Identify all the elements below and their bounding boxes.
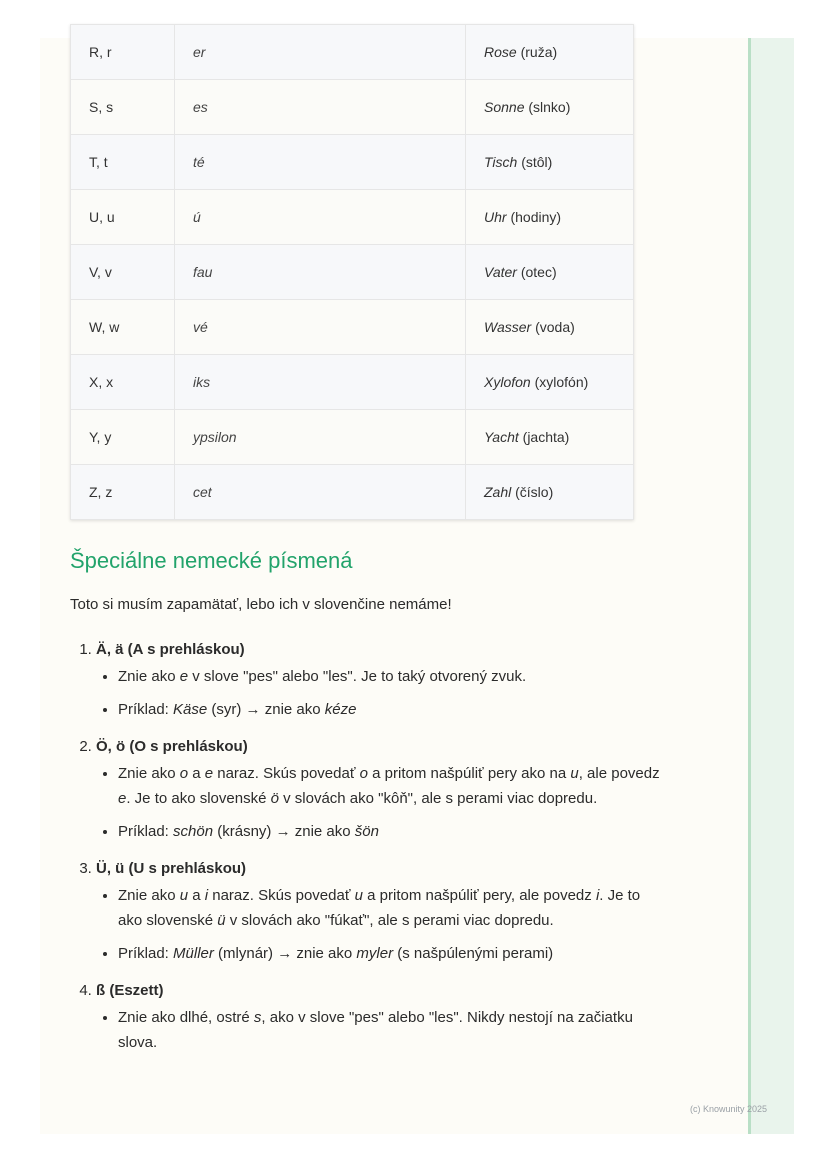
section-title: Špeciálne nemecké písmená bbox=[70, 548, 353, 573]
list-item bbox=[96, 856, 666, 966]
table-row bbox=[71, 80, 634, 135]
copyright-footer: (c) Knowunity 2025 bbox=[690, 1104, 768, 1114]
item-heading: ß (Eszett) bbox=[96, 982, 164, 999]
text: Znie ako bbox=[118, 765, 180, 782]
example-cell bbox=[466, 190, 634, 245]
pronunciation-cell: té bbox=[175, 135, 466, 190]
pronunciation-cell: ypsilon bbox=[175, 410, 466, 465]
text: . Je to ako slovenské bbox=[118, 887, 641, 929]
table-row bbox=[71, 300, 634, 355]
bullet-description bbox=[118, 664, 666, 689]
table-row bbox=[71, 465, 634, 520]
letter-cell: W, w bbox=[71, 300, 175, 355]
example-translation: (hodiny) bbox=[510, 209, 562, 225]
text: Znie ako bbox=[118, 887, 180, 904]
example-word: Uhr bbox=[484, 209, 507, 225]
pronunciation-cell: es bbox=[175, 80, 466, 135]
table-row bbox=[71, 245, 634, 300]
text: a pritom našpúliť pery, ale povedz bbox=[362, 887, 596, 904]
text: (krásny) → znie ako bbox=[213, 823, 355, 840]
text-italic: i bbox=[204, 887, 209, 904]
text: v slove "pes" alebo "les". Je to taký otvorený zvuk. bbox=[188, 668, 527, 685]
text: , ale povedz bbox=[578, 765, 660, 782]
text: . Je to ako slovenské bbox=[126, 790, 271, 807]
letter-cell: X, x bbox=[71, 355, 175, 410]
text: (mlynár) → znie ako bbox=[213, 945, 357, 962]
text-italic: u bbox=[179, 887, 189, 904]
table-row bbox=[71, 410, 634, 465]
letter-cell: T, t bbox=[71, 135, 175, 190]
example-word: Vater bbox=[484, 264, 517, 280]
text-italic: kéze bbox=[324, 701, 357, 718]
text: Príklad: bbox=[118, 701, 174, 718]
text: , ako v slove "pes" alebo "les". Nikdy nestojí na začiatku slova. bbox=[118, 1009, 633, 1051]
pronunciation-cell: fau bbox=[175, 245, 466, 300]
example-cell bbox=[466, 465, 634, 520]
letter-cell: R, r bbox=[71, 25, 175, 80]
text-italic: schön bbox=[173, 823, 214, 840]
letter-cell: Y, y bbox=[71, 410, 175, 465]
text: v slovách ako "kôň", ale s perami viac dopredu. bbox=[278, 790, 598, 807]
text-italic: u bbox=[570, 765, 579, 782]
right-sidebar bbox=[748, 38, 794, 1134]
text: Znie ako dlhé, ostré bbox=[118, 1009, 254, 1026]
example-cell bbox=[466, 80, 634, 135]
item-heading: Ä, ä (A s prehláskou) bbox=[96, 641, 245, 658]
item-heading: Ö, ö (O s prehláskou) bbox=[96, 738, 248, 755]
text: naraz. Skús povedať bbox=[208, 887, 355, 904]
table-row bbox=[71, 355, 634, 410]
bullet-description bbox=[118, 761, 666, 811]
text: v slovách ako "fúkať", ale s perami viac dopredu. bbox=[225, 912, 554, 929]
text: (syr) → znie ako bbox=[207, 701, 325, 718]
list-item bbox=[96, 734, 666, 844]
example-cell bbox=[466, 245, 634, 300]
example-cell bbox=[466, 300, 634, 355]
example-translation: (stôl) bbox=[521, 154, 553, 170]
text-italic: Müller bbox=[173, 945, 214, 962]
pronunciation-cell: ú bbox=[175, 190, 466, 245]
example-translation: (xylofón) bbox=[534, 374, 589, 390]
list-item bbox=[96, 637, 666, 722]
example-word: Tisch bbox=[484, 154, 518, 170]
bullet-example bbox=[118, 697, 666, 722]
example-cell bbox=[466, 25, 634, 80]
text-italic: e bbox=[179, 668, 189, 685]
text-italic: i bbox=[595, 887, 600, 904]
item-heading: Ü, ü (U s prehláskou) bbox=[96, 860, 247, 877]
example-translation: (slnko) bbox=[528, 99, 571, 115]
list-item bbox=[96, 978, 666, 1055]
example-translation: (jachta) bbox=[522, 429, 570, 445]
text-italic: u bbox=[354, 887, 363, 904]
text-italic: o bbox=[179, 765, 189, 782]
pronunciation-cell: cet bbox=[175, 465, 466, 520]
bullet-description bbox=[118, 883, 666, 933]
table-row bbox=[71, 135, 634, 190]
alphabet-table bbox=[70, 24, 634, 520]
example-cell bbox=[466, 355, 634, 410]
pronunciation-cell: vé bbox=[175, 300, 466, 355]
text: Príklad: bbox=[118, 945, 174, 962]
section-intro: Toto si musím zapamätať, lebo ich v slovenčine nemáme! bbox=[70, 596, 452, 613]
example-word: Sonne bbox=[484, 99, 525, 115]
example-translation: (ruža) bbox=[520, 44, 558, 60]
letter-cell: V, v bbox=[71, 245, 175, 300]
text-italic: o bbox=[359, 765, 368, 782]
example-translation: (voda) bbox=[535, 319, 575, 335]
example-word: Rose bbox=[484, 44, 517, 60]
bullet-description bbox=[118, 1005, 666, 1055]
text: naraz. Skús povedať bbox=[213, 765, 360, 782]
text-italic: s bbox=[253, 1009, 262, 1026]
text-italic: ö bbox=[270, 790, 279, 807]
text-italic: Käse bbox=[173, 701, 208, 718]
text: Príklad: bbox=[118, 823, 174, 840]
example-word: Xylofon bbox=[484, 374, 531, 390]
letter-cell: Z, z bbox=[71, 465, 175, 520]
pronunciation-cell: iks bbox=[175, 355, 466, 410]
example-word: Zahl bbox=[484, 484, 512, 500]
example-word: Wasser bbox=[484, 319, 532, 335]
example-cell bbox=[466, 135, 634, 190]
letter-cell: S, s bbox=[71, 80, 175, 135]
text-italic: šön bbox=[354, 823, 379, 840]
text-italic: ü bbox=[217, 912, 226, 929]
text-italic: myler bbox=[356, 945, 394, 962]
example-translation: (číslo) bbox=[515, 484, 554, 500]
special-letters-list bbox=[70, 637, 666, 1067]
table-row bbox=[71, 190, 634, 245]
bullet-example bbox=[118, 819, 666, 844]
letter-cell: U, u bbox=[71, 190, 175, 245]
example-word: Yacht bbox=[484, 429, 519, 445]
table-row bbox=[71, 25, 634, 80]
text: (s našpúlenými perami) bbox=[393, 945, 554, 962]
text: a bbox=[188, 765, 205, 782]
example-cell bbox=[466, 410, 634, 465]
text: a bbox=[188, 887, 205, 904]
pronunciation-cell: er bbox=[175, 25, 466, 80]
text: Znie ako bbox=[118, 668, 180, 685]
text-italic: e bbox=[118, 790, 127, 807]
text-italic: e bbox=[204, 765, 214, 782]
text: a pritom našpúliť pery ako na bbox=[367, 765, 571, 782]
bullet-example bbox=[118, 941, 666, 966]
example-translation: (otec) bbox=[520, 264, 557, 280]
